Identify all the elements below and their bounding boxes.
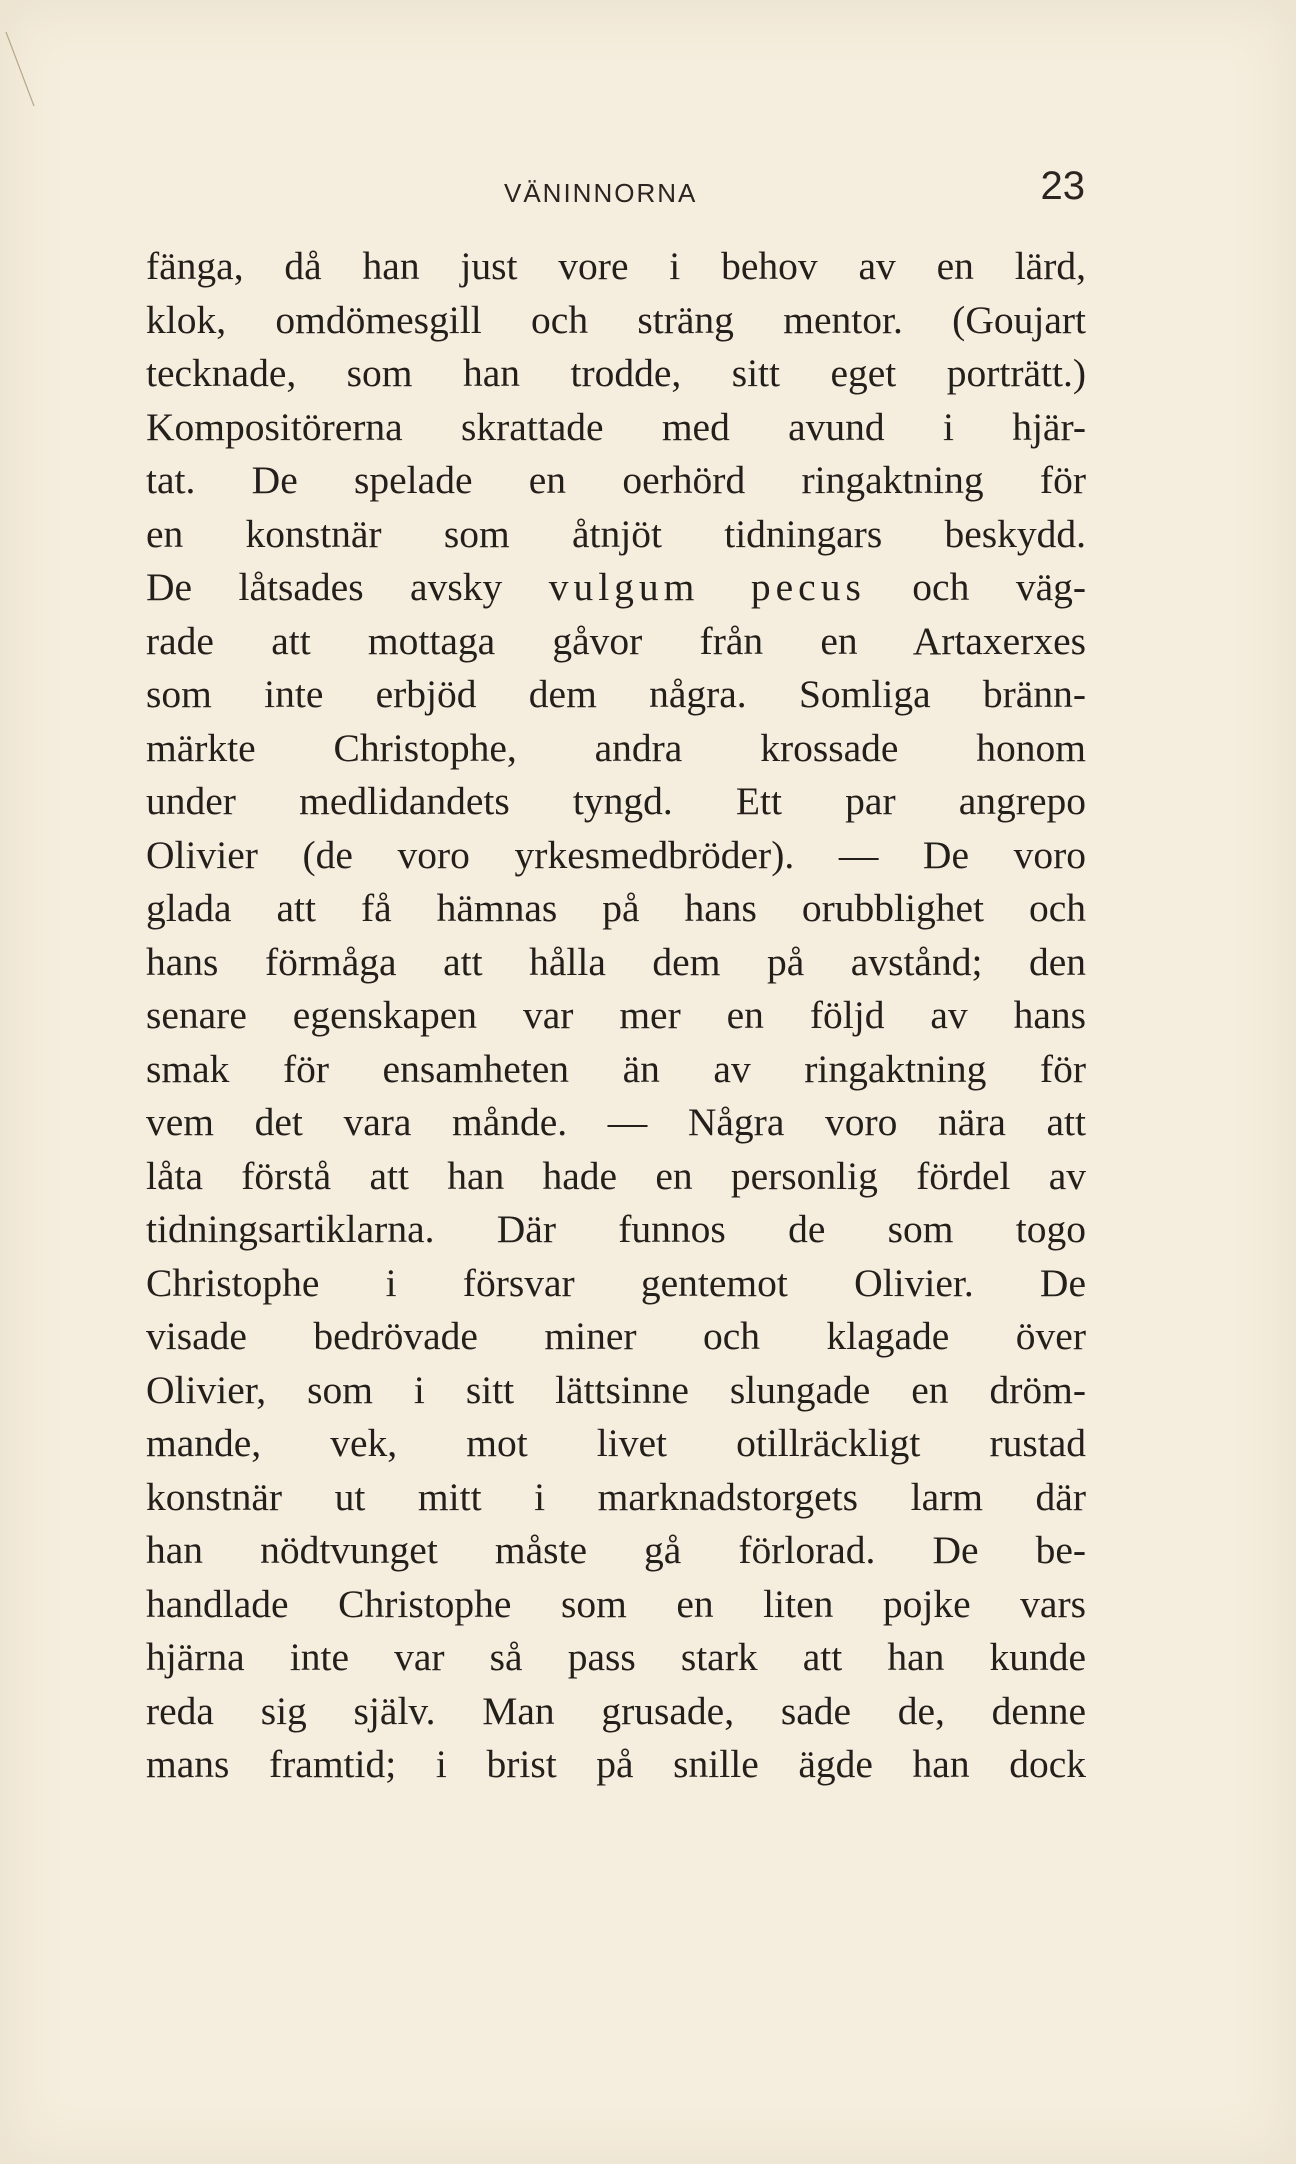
text-line: märkte Christophe, andra krossade honom [146,725,1086,770]
text-line: konstnär ut mitt i marknadstorgets larm där [146,1474,1086,1519]
text-line: rade att mottaga gåvor från en Artaxerxes [146,618,1086,663]
latin-phrase: vulgum pecus [548,565,866,609]
text-line [146,561,1086,615]
text-line: Olivier (de voro yrkesmedbröder). — De voro [146,832,1086,877]
text-line: handlade Christophe som en liten pojke vars [146,1581,1086,1626]
text-line: han nödtvunget måste gå förlorad. De be- [146,1528,1086,1572]
body-text [146,240,1086,1792]
text-line: tecknade, som han trodde, sitt eget porträtt.) [146,351,1086,395]
paper-crease-mark [4,30,44,110]
text-line: visade bedrövade miner och klagade över [146,1314,1086,1358]
text-segment: De låtsades avsky [146,565,549,609]
text-line: vem det vara månde. — Några voro nära att [146,1100,1086,1144]
text-line: en konstnär som åtnjöt tidningars beskydd. [146,511,1086,556]
text-line: Christophe i försvar gentemot Olivier. De [146,1260,1086,1305]
text-line: hjärna inte var så pass stark att han kunde [146,1635,1086,1679]
text-line: som inte erbjöd dem några. Somliga bränn- [146,672,1086,716]
text-segment: och väg- [865,565,1087,609]
text-line: Kompositörerna skrattade med avund i hjär- [146,404,1086,449]
text-line: hans förmåga att hålla dem på avstånd; den [146,939,1086,984]
text-line: smak för ensamheten än av ringaktning för [146,1046,1086,1091]
text-line: mans framtid; i brist på snille ägde han dock [146,1742,1086,1786]
text-line: Olivier, som i sitt lättsinne slungade en dröm- [146,1367,1086,1412]
text-line: mande, vek, mot livet otillräckligt rustad [146,1421,1086,1465]
text-line: reda sig själv. Man grusade, sade de, denne [146,1688,1086,1733]
text-line: klok, omdömesgill och sträng mentor. (Goujart [146,297,1086,342]
page-number: 23 [1040,164,1085,208]
chapter-title: VÄNINNORNA [504,178,698,208]
text-line: glada att få hämnas på hans orubblighet och [146,886,1086,930]
text-line: låta förstå att han hade en personlig fördel av [146,1153,1086,1198]
text-line: fänga, då han just vore i behov av en lärd, [146,244,1086,288]
text-line: under medlidandets tyngd. Ett par angrepo [146,779,1086,823]
text-line: tidningsartiklarna. Där funnos de som togo [146,1207,1086,1251]
running-head [145,164,1085,222]
text-line: senare egenskapen var mer en följd av hans [146,993,1086,1037]
text-line: tat. De spelade en oerhörd ringaktning för [146,458,1086,502]
